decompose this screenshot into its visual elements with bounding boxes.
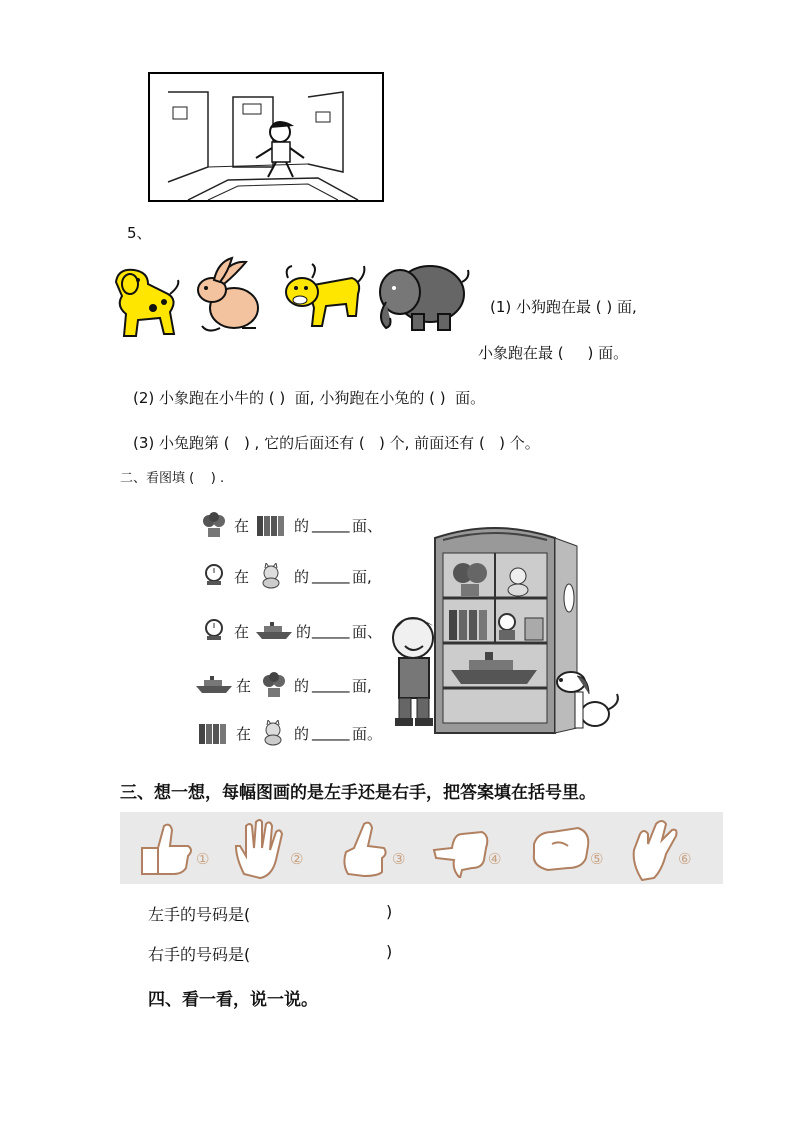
open-palm-hand-icon (230, 818, 290, 882)
q5-line-3: (2) 小象跑在小牛的 ( ) 面, 小狗跑在小兔的 ( ) 面。 (133, 389, 486, 407)
q5-line-4: (3) 小兔跑第 ( ) , 它的后面还有 ( ) 个, 前面还有 ( ) 个。 (133, 434, 540, 452)
right-hand-close-paren: ) (386, 942, 393, 961)
right-hand-label: 右手的号码是( (148, 945, 251, 964)
hand-number-1: ① (196, 850, 210, 868)
cow-icon (278, 260, 368, 335)
thumbs-up-hand-icon (136, 818, 196, 878)
pinch-hand-icon (626, 814, 682, 882)
q5-line-2: 小象跑在最 ( ) 面。 (478, 344, 629, 362)
hand-number-5: ⑤ (590, 850, 604, 868)
thumb-side-hand-icon (334, 818, 394, 880)
section-2-title: 二、看图填 ( ) . (120, 471, 225, 486)
bookcase-illustration (385, 518, 630, 740)
ship-icon (254, 622, 294, 640)
left-hand-label: 左手的号码是( (148, 905, 251, 924)
fill-in-rows: 在 的 _____ 面、 在 的 _____ 面, 在 的 _____ 面、 在 的 _____ 面, 在 的 _____ 面。 (198, 508, 388, 748)
books-icon (198, 722, 228, 746)
hand-number-3: ③ (392, 850, 406, 868)
cat-icon (260, 720, 286, 746)
plant-icon (260, 672, 288, 698)
hand-number-6: ⑥ (678, 850, 692, 868)
hand-number-4: ④ (488, 850, 502, 868)
ship-icon (194, 676, 234, 694)
q5-line-1: (1) 小狗跑在最 ( ) 面, (490, 298, 637, 316)
hand-number-2: ② (290, 850, 304, 868)
clock-icon (202, 618, 226, 642)
rabbit-icon (188, 256, 266, 336)
hallway-illustration (148, 72, 384, 202)
left-hand-answer-input[interactable] (272, 900, 382, 922)
dog-icon (108, 262, 183, 342)
fist-side-hand-icon (528, 820, 594, 876)
right-hand-answer-input[interactable] (272, 940, 382, 962)
section-4-title: 四、看一看，说一说。 (148, 990, 318, 1010)
clock-icon (202, 563, 226, 587)
left-hand-close-paren: ) (386, 902, 393, 921)
cat-icon (258, 563, 284, 589)
elephant-icon (372, 252, 472, 338)
books-icon (256, 514, 286, 538)
hands-strip (120, 812, 723, 884)
fist-hand-icon (432, 820, 494, 878)
question-number: 5、 (127, 224, 152, 242)
section-3-title: 三、想一想，每幅图画的是左手还是右手，把答案填在括号里。 (120, 783, 596, 803)
plant-icon (200, 512, 228, 538)
